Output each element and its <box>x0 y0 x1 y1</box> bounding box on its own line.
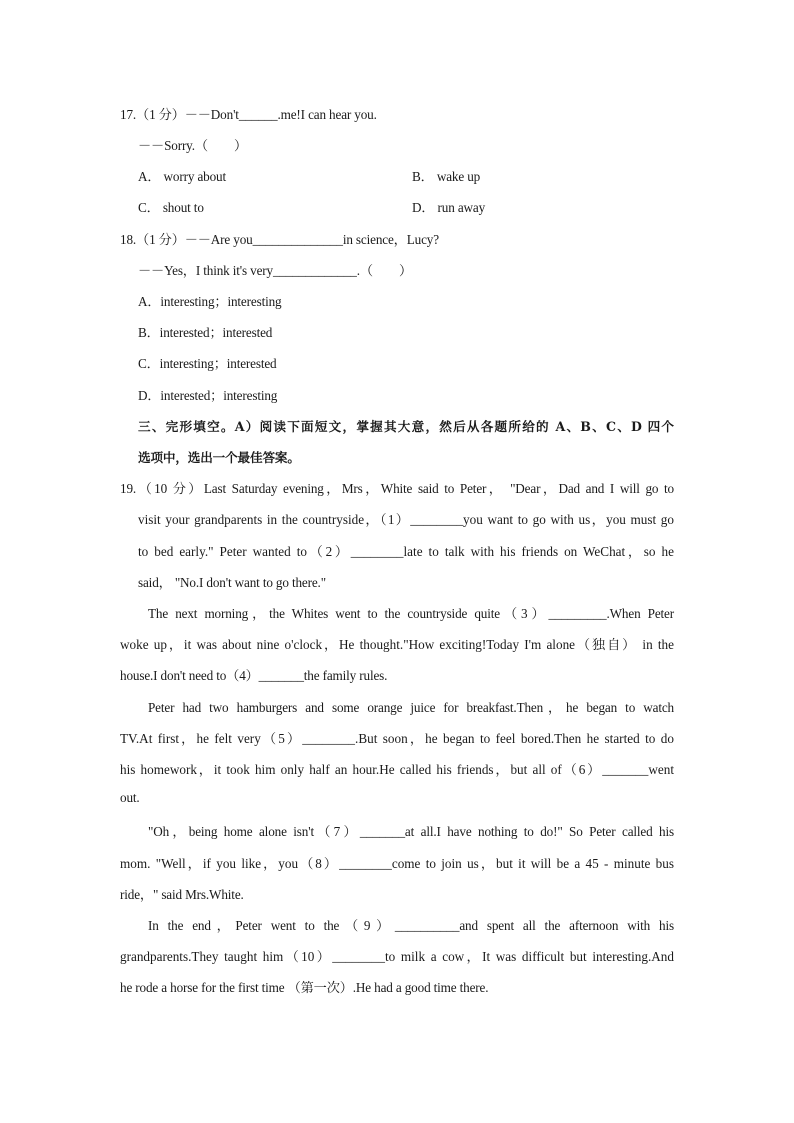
q19-para3-line3: his homework，it took him only half an hour.He called his friends，but all of（6）_______went <box>120 762 674 777</box>
q18-reply: －－Yes，I think it's very_____________.（ ） <box>138 263 413 278</box>
q18-option-b[interactable]: B．interested；interested <box>138 325 273 340</box>
q19-para5-line3: he rode a horse for the first time （第一次）.He had a good time there. <box>120 980 489 995</box>
q19-para4-line1: "Oh，being home alone isn't（7）_______at all.I have nothing to do!" So Peter called his <box>148 824 674 839</box>
q19-para4-line2: mom. "Well，if you like，you（8）________come to join us，but it will be a 45 - minute bus <box>120 856 674 871</box>
q17-option-a[interactable]: A． worry about <box>138 169 226 184</box>
q17-reply: －－Sorry.（ ） <box>138 138 248 153</box>
q19-line4: said， "No.I don't want to go there." <box>138 575 326 590</box>
q19-para2-line3: house.I don't need to（4）_______the family rules. <box>120 668 388 683</box>
q19-para5-line1: In the end，Peter went to the（9）__________and spent all the afternoon with his <box>148 918 674 933</box>
q18-option-d[interactable]: D．interested；interesting <box>138 388 278 403</box>
q19-para3-line2: TV.At first，he felt very（5）________.But soon，he began to feel bored.Then he started to do <box>120 731 674 746</box>
q19-para3-line4: out. <box>120 790 140 805</box>
q19-para4-line3: ride，" said Mrs.White. <box>120 887 244 902</box>
q18-option-c[interactable]: C．interesting；interested <box>138 356 277 371</box>
q17-option-c[interactable]: C． shout to <box>138 200 204 215</box>
q19-line3: to bed early." Peter wanted to（2）________late to talk with his friends on WeChat，so he <box>138 544 674 559</box>
q18-stem: 18.（1 分）－－Are you______________in science，Lucy? <box>120 232 439 247</box>
q19-para2-line2: woke up，it was about nine o'clock，He thought."How exciting!Today I'm alone（独自） in the <box>120 637 674 652</box>
q17-option-d[interactable]: D． run away <box>412 200 486 215</box>
q19-para5-line2: grandparents.They taught him（10）________to milk a cow，It was difficult but interesting.And <box>120 949 674 964</box>
section3-heading-line2: 选项中，选出一个最佳答案。 <box>138 450 300 465</box>
q19-line1: 19.（10 分）Last Saturday evening，Mrs，White said to Peter， "Dear，Dad and I will go to <box>120 481 674 496</box>
q19-line2: visit your grandparents in the countryside，（1）________you want to go with us，you must go <box>138 512 674 527</box>
q19-para2-line1: The next morning，the Whites went to the countryside quite（3）_________.When Peter <box>148 606 674 621</box>
section3-heading-line1: 三、完形填空。A）阅读下面短文，掌握其大意，然后从各题所给的 A、B、C、D 四个 <box>138 419 674 434</box>
q19-para3-line1: Peter had two hamburgers and some orange juice for breakfast.Then，he began to watch <box>148 700 674 715</box>
q17-option-b[interactable]: B． wake up <box>412 169 481 184</box>
q17-stem: 17.（1 分）－－Don't______.me!I can hear you. <box>120 107 377 122</box>
q18-option-a[interactable]: A．interesting；interesting <box>138 294 282 309</box>
